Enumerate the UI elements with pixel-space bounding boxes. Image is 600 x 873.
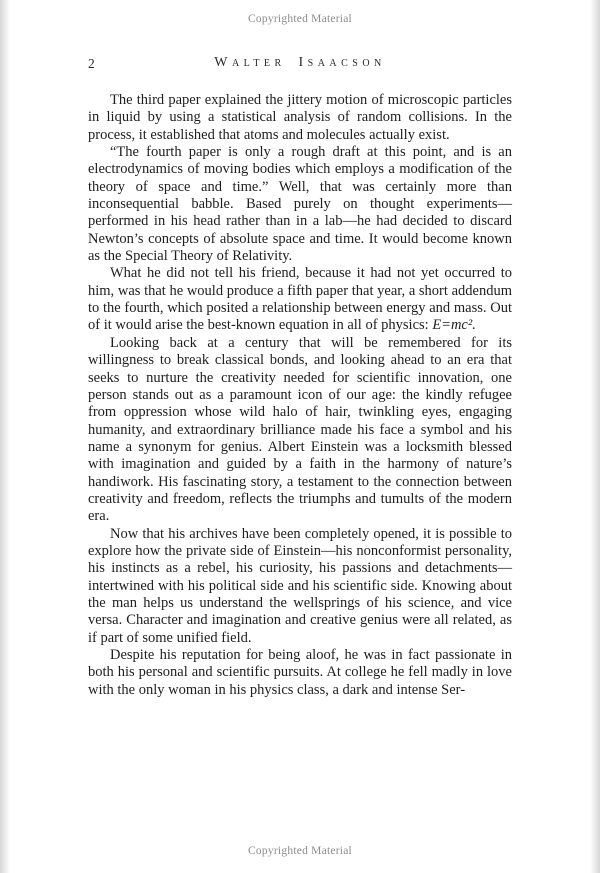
page-number: 2: [88, 56, 95, 71]
paragraph-4: [88, 335, 512, 526]
body-text: [88, 92, 512, 699]
running-head-author: Walter Isaacson: [214, 55, 386, 70]
paragraph-6-text: Despite his reputation for being aloof, he was in fact passionate in both his personal and scientific pursuits. At college he fell madly in love with the only woman in his physics class, a dark and intense Ser-: [88, 647, 512, 698]
paragraph-2: [88, 144, 512, 265]
paragraph-2-text: “The fourth paper is only a rough draft at this point, and is an electrodynamics of moving bodies which employs a modification of the theory of space and time.” Well, that was certainly more than inconsequential babble. Based purely on thought experiments—performed in his head rather than in a lab—he had decided to discard Newton’s concepts of absolute space and time. It would become known as the Special Theory of Relativity.: [88, 144, 512, 265]
running-header: [88, 55, 512, 73]
page-edge-shading-left: [0, 0, 12, 873]
page-edge-shading-right: [588, 0, 600, 873]
paragraph-3: [88, 265, 512, 334]
emc2-equation: E=mc².: [432, 317, 476, 334]
paragraph-1-text: The third paper explained the jittery motion of microscopic particles in liquid by using a statistical analysis of random collisions. In the process, it established that atoms and molecules actually exist.: [88, 92, 512, 143]
paragraph-6: [88, 647, 512, 699]
paragraph-5-text: Now that his archives have been completely opened, it is possible to explore how the private side of Einstein—his nonconformist personality, his instincts as a rebel, his curiosity, his passions and detachments—intertwined with his political side and his scientific side. Knowing about the man helps us understand the wellsprings of his science, and vice versa. Character and imagination and creative genius were all related, as if part of some unified field.: [88, 525, 512, 646]
paragraph-3-text: What he did not tell his friend, because it had not yet occurred to him, was that he would produce a fifth paper that year, a short addendum to the fourth, which posited a relationship between energy and mass. Out of it would arise the best-known equation in all of physics:: [88, 265, 512, 334]
paragraph-4-text: Looking back at a century that will be remembered for its willingness to break classical bonds, and looking ahead to an era that seeks to nurture the creativity needed for scientific innovation, one person stands out as a paramount icon of our age: the kindly refugee from oppression whose wild halo of hair, twinkling eyes, engaging humanity, and extraordinary brilliance made his face a symbol and his name a synonym for genius. Albert Einstein was a locksmith blessed with imagination and guided by a faith in the harmony of nature’s handiwork. His fascinating story, a testament to the connection between creativity and freedom, reflects the triumphs and tumults of the modern era.: [88, 334, 512, 525]
copyright-notice-bottom: Copyrighted Material: [248, 845, 352, 857]
copyright-notice-top: Copyrighted Material: [248, 13, 352, 25]
paragraph-1: [88, 92, 512, 144]
paragraph-5: [88, 526, 512, 647]
